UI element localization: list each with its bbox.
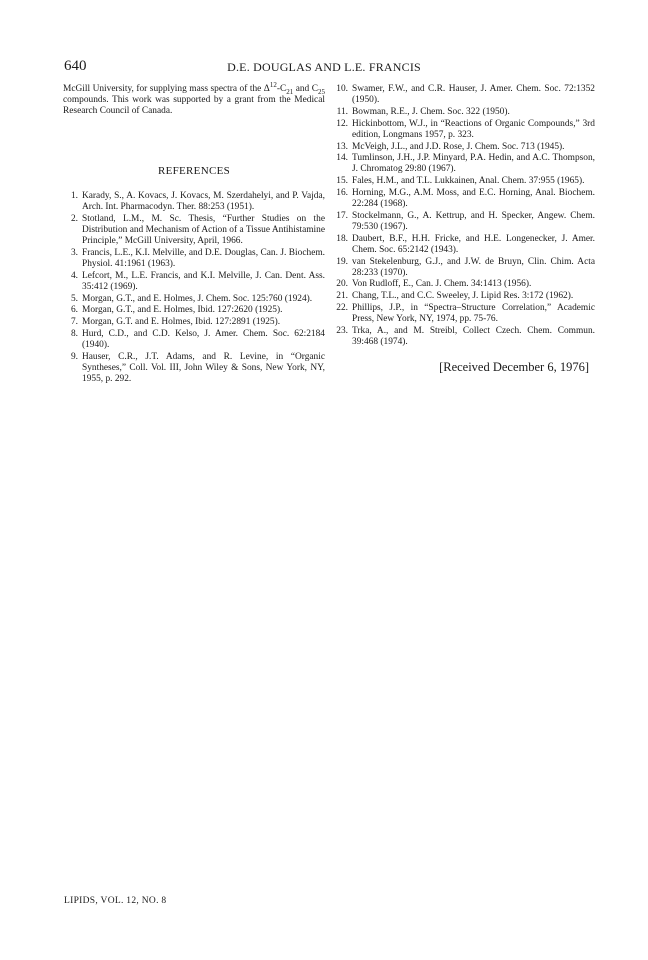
reference-number: 20. bbox=[336, 279, 348, 290]
reference-number: 13. bbox=[336, 141, 348, 152]
reference-number: 9. bbox=[70, 351, 78, 362]
reference-text: Bowman, R.E., J. Chem. Soc. 322 (1950). bbox=[352, 106, 510, 117]
reference-number: 7. bbox=[70, 317, 78, 328]
reference-number: 21. bbox=[336, 291, 348, 302]
journal-footer: LIPIDS, VOL. 12, NO. 8 bbox=[64, 896, 167, 906]
reference-number: 16. bbox=[336, 187, 348, 198]
reference-number: 22. bbox=[336, 302, 348, 313]
reference-text: Daubert, B.F., H.H. Fricke, and H.E. Longenecker, J. Amer. Chem. Soc. 65:2142 (1943). bbox=[352, 233, 595, 255]
running-head: D.E. DOUGLAS AND L.E. FRANCIS bbox=[227, 60, 421, 74]
reference-number: 23. bbox=[336, 325, 348, 336]
reference-text: Swamer, F.W., and C.R. Hauser, J. Amer. Chem. Soc. 72:1352 (1950). bbox=[352, 84, 595, 106]
reference-text: Hickinbottom, W.J., in “Reactions of Organic Compounds,” 3rd edition, Longmans 1957, p. 323. bbox=[352, 118, 595, 140]
reference-number: 19. bbox=[336, 256, 348, 267]
reference-number: 14. bbox=[336, 153, 348, 164]
reference-item bbox=[63, 352, 325, 386]
reference-text: Francis, L.E., K.I. Melville, and D.E. Douglas, Can. J. Biochem. Physiol. 41:1961 (1963). bbox=[82, 247, 325, 270]
reference-item bbox=[333, 153, 595, 175]
reference-item bbox=[333, 234, 595, 256]
reference-number: 12. bbox=[336, 118, 348, 129]
reference-item bbox=[333, 326, 595, 348]
reference-item bbox=[333, 107, 595, 118]
reference-item bbox=[63, 317, 325, 328]
reference-item bbox=[333, 279, 595, 290]
reference-text: Morgan, G.T., and E. Holmes, Ibid. 127:2620 (1925). bbox=[82, 305, 283, 316]
reference-text: Morgan, G.T., and E. Holmes, J. Chem. Soc. 125:760 (1924). bbox=[82, 293, 313, 304]
reference-item bbox=[333, 176, 595, 187]
reference-item bbox=[333, 188, 595, 210]
reference-item bbox=[333, 119, 595, 141]
reference-text: Horning, M.G., A.M. Moss, and E.C. Horning, Anal. Biochem. 22:284 (1968). bbox=[352, 187, 595, 210]
received-date: [Received December 6, 1976] bbox=[439, 360, 589, 375]
acknowledgment-text: McGill University, for supplying mass spectra of the $\Delta^{12}-C_{21}$ and $C_{25}$ compounds. This work was supported by a grant from the Medical Research Council of Canada. bbox=[63, 80, 325, 117]
right-column bbox=[333, 84, 595, 373]
reference-item bbox=[63, 248, 325, 270]
reference-number: 2. bbox=[70, 213, 78, 224]
reference-item bbox=[333, 291, 595, 302]
reference-number: 6. bbox=[70, 305, 78, 316]
reference-number: 17. bbox=[336, 210, 348, 221]
reference-number: 1. bbox=[70, 190, 78, 201]
reference-item bbox=[63, 305, 325, 316]
reference-number: 18. bbox=[336, 233, 348, 244]
reference-text: McVeigh, J.L., and J.D. Rose, J. Chem. Soc. 713 (1945). bbox=[352, 141, 565, 152]
reference-item bbox=[63, 271, 325, 293]
reference-item bbox=[63, 294, 325, 305]
reference-item bbox=[333, 84, 595, 106]
reference-text: Fales, H.M., and T.L. Lukkainen, Anal. Chem. 37:955 (1965). bbox=[352, 176, 585, 187]
reference-text: Hauser, C.R., J.T. Adams, and R. Levine, in “Organic Syntheses,” Coll. Vol. III, John Wiley & Sons, New York, NY, 1955, p. 292. bbox=[82, 351, 325, 385]
reference-list-left bbox=[63, 191, 325, 385]
reference-text: Tumlinson, J.H., J.P. Minyard, P.A. Hedin, and A.C. Thompson, J. Chromatog 29:80 (1967). bbox=[352, 153, 595, 175]
references-heading: REFERENCES bbox=[157, 164, 231, 177]
reference-item bbox=[63, 329, 325, 351]
left-column bbox=[63, 80, 325, 386]
reference-number: 5. bbox=[70, 293, 78, 304]
reference-item bbox=[333, 142, 595, 153]
reference-text: van Stekelenburg, G.J., and J.W. de Bruyn, Clin. Chim. Acta 28:233 (1970). bbox=[352, 256, 595, 278]
reference-text: Von Rudloff, E., Can. J. Chem. 34:1413 (1956). bbox=[352, 279, 532, 290]
reference-text: Phillips, J.P., in “Spectra–Structure Correlation,” Academic Press, New York, NY, 1974, pp. 75-76. bbox=[352, 302, 595, 325]
reference-text: Stockelmann, G., A. Kettrup, and H. Specker, Angew. Chem. 79:530 (1967). bbox=[352, 210, 595, 232]
reference-item bbox=[333, 211, 595, 233]
reference-list-right bbox=[333, 84, 595, 348]
reference-number: 8. bbox=[70, 328, 78, 339]
reference-number: 11. bbox=[336, 106, 348, 117]
reference-item bbox=[63, 214, 325, 248]
reference-number: 10. bbox=[336, 84, 348, 94]
page-number: 640 bbox=[64, 58, 87, 74]
reference-item bbox=[333, 303, 595, 325]
reference-text: Hurd, C.D., and C.D. Kelso, J. Amer. Chem. Soc. 62:2184 (1940). bbox=[82, 328, 325, 350]
reference-text: Karady, S., A. Kovacs, J. Kovacs, M. Szerdahelyi, and P. Vajda, Arch. Int. Pharmacodyn. Ther. 88:253 (1951). bbox=[82, 190, 325, 213]
reference-number: 3. bbox=[70, 247, 78, 258]
reference-text: Trka, A., and M. Streibl, Collect Czech. Chem. Commun. 39:468 (1974). bbox=[352, 325, 595, 347]
reference-number: 4. bbox=[70, 270, 78, 281]
reference-number: 15. bbox=[336, 176, 348, 187]
reference-text: Stotland, L.M., M. Sc. Thesis, “Further Studies on the Distribution and Mechanism of Action of a Tissue Antihistamine Principle,” McGill University, April, 1966. bbox=[82, 213, 325, 247]
reference-text: Chang, T.L., and C.C. Sweeley, J. Lipid Res. 3:172 (1962). bbox=[352, 291, 574, 302]
reference-item bbox=[333, 257, 595, 279]
reference-text: Lefcort, M., L.E. Francis, and K.I. Melville, J. Can. Dent. Ass. 35:412 (1969). bbox=[82, 270, 325, 292]
reference-item bbox=[63, 191, 325, 213]
reference-text: Morgan, G.T. and E. Holmes, Ibid. 127:2891 (1925). bbox=[82, 317, 281, 328]
